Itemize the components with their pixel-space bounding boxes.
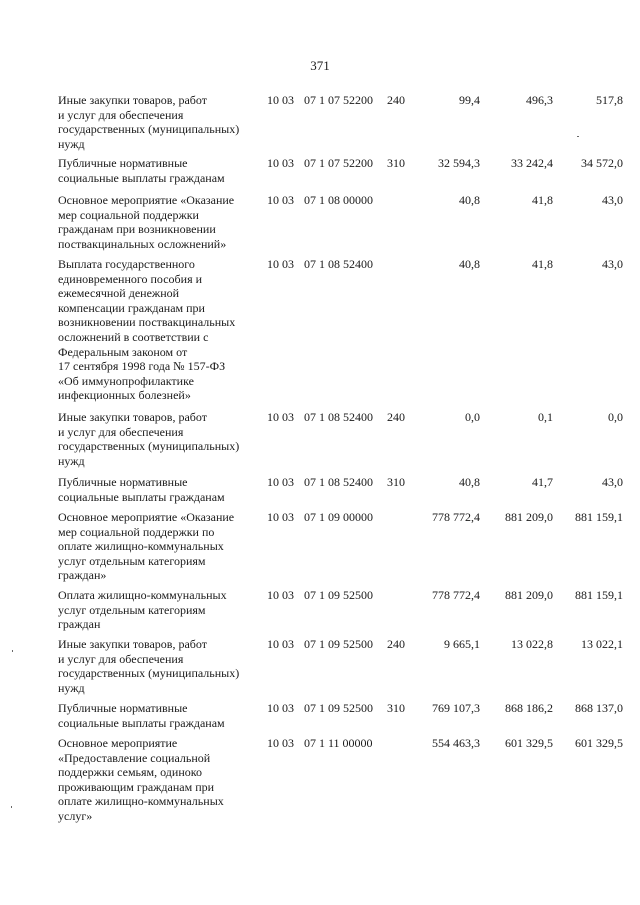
description-line: Публичные нормативные	[58, 701, 188, 715]
target-article-code: 07 1 08 52400	[304, 410, 373, 424]
amount-year-1: 99,4	[459, 93, 480, 107]
amount-year-3: 43,0	[602, 475, 623, 489]
description-line: поствакцинальных осложнений»	[58, 236, 227, 251]
amount-year-2: 881 209,0	[505, 510, 553, 524]
target-article-code: 07 1 11 00000	[304, 736, 373, 750]
amount-year-1: 32 594,3	[438, 156, 480, 170]
description-line: оплате жилищно-коммунальных	[58, 539, 224, 554]
amount-year-3: 13 022,1	[581, 637, 623, 651]
amount-year-2: 868 186,2	[505, 701, 553, 715]
section-code: 10 03	[267, 736, 294, 750]
description-line: проживающим гражданам при	[58, 779, 215, 794]
description-line: гражданам при возникновении	[58, 222, 216, 237]
amount-year-1: 9 665,1	[444, 637, 480, 651]
description-line: и услуг для обеспечения	[58, 651, 184, 666]
section-code: 10 03	[267, 637, 294, 651]
expense-type-code: 240	[387, 637, 405, 651]
amount-year-3: 43,0	[602, 193, 623, 207]
amount-year-2: 41,8	[532, 193, 553, 207]
section-code: 10 03	[267, 193, 294, 207]
description-line: государственных (муниципальных)	[58, 439, 240, 454]
amount-year-2: 41,7	[532, 475, 553, 489]
page-number: 371	[310, 58, 330, 73]
description-line: возникновении поствакцинальных	[58, 315, 236, 330]
amount-year-1: 0,0	[465, 410, 480, 424]
description-line: нужд	[58, 136, 85, 151]
description-line: Оплата жилищно-коммунальных	[58, 588, 227, 602]
row-description	[58, 475, 273, 504]
expense-type-code: 240	[387, 93, 405, 107]
description-line: Основное мероприятие «Оказание	[58, 510, 235, 524]
amount-year-2: 41,8	[532, 257, 553, 271]
description-line: Иные закупки товаров, работ	[58, 637, 207, 651]
amount-year-1: 778 772,4	[432, 588, 480, 602]
row-description	[58, 156, 273, 185]
section-code: 10 03	[267, 93, 294, 107]
row-description	[58, 93, 273, 151]
description-line: граждан»	[58, 568, 107, 583]
description-line: услуг отдельным категориям	[58, 553, 206, 568]
description-line: осложнений в соответствии с	[58, 329, 209, 344]
expense-type-code: 240	[387, 410, 405, 424]
scan-speck	[11, 806, 12, 808]
section-code: 10 03	[267, 410, 294, 424]
section-code: 10 03	[267, 701, 294, 715]
description-line: Публичные нормативные	[58, 156, 188, 170]
row-description	[58, 588, 273, 632]
description-line: мер социальной поддержки	[58, 207, 199, 222]
amount-year-3: 0,0	[608, 410, 623, 424]
target-article-code: 07 1 08 52400	[304, 475, 373, 489]
amount-year-2: 601 329,5	[505, 736, 553, 750]
row-description	[58, 257, 273, 403]
amount-year-3: 881 159,1	[575, 510, 623, 524]
row-description	[58, 637, 273, 695]
amount-year-3: 517,8	[596, 93, 623, 107]
description-line: социальные выплаты гражданам	[58, 170, 225, 185]
description-line: государственных (муниципальных)	[58, 666, 240, 681]
description-line: компенсации гражданам при	[58, 300, 205, 315]
amount-year-1: 40,8	[459, 475, 480, 489]
description-line: социальные выплаты гражданам	[58, 489, 225, 504]
amount-year-3: 43,0	[602, 257, 623, 271]
description-line: «Об иммунопрофилактике	[58, 373, 194, 388]
description-line: поддержки семьям, одиноко	[58, 765, 202, 780]
description-line: оплате жилищно-коммунальных	[58, 794, 224, 809]
section-code: 10 03	[267, 588, 294, 602]
amount-year-2: 33 242,4	[511, 156, 553, 170]
section-code: 10 03	[267, 156, 294, 170]
description-line: Иные закупки товаров, работ	[58, 93, 207, 107]
description-line: Публичные нормативные	[58, 475, 188, 489]
section-code: 10 03	[267, 475, 294, 489]
amount-year-2: 496,3	[526, 93, 553, 107]
description-line: Иные закупки товаров, работ	[58, 410, 207, 424]
row-description	[58, 701, 273, 730]
amount-year-3: 34 572,0	[581, 156, 623, 170]
amount-year-3: 881 159,1	[575, 588, 623, 602]
amount-year-2: 881 209,0	[505, 588, 553, 602]
description-line: единовременного пособия и	[58, 271, 203, 286]
scan-speck	[577, 136, 579, 137]
description-line: 17 сентября 1998 года № 157-ФЗ	[58, 359, 226, 374]
target-article-code: 07 1 08 00000	[304, 193, 373, 207]
description-line: Федеральным законом от	[58, 344, 188, 359]
description-line: Основное мероприятие «Оказание	[58, 193, 235, 207]
target-article-code: 07 1 07 52200	[304, 93, 373, 107]
target-article-code: 07 1 09 52500	[304, 588, 373, 602]
amount-year-3: 868 137,0	[575, 701, 623, 715]
description-line: и услуг для обеспечения	[58, 107, 184, 122]
expense-type-code: 310	[387, 475, 405, 489]
expense-type-code: 310	[387, 701, 405, 715]
scan-speck	[12, 650, 13, 652]
amount-year-1: 769 107,3	[432, 701, 480, 715]
row-description	[58, 410, 273, 468]
description-line: граждан	[58, 617, 101, 632]
section-code: 10 03	[267, 510, 294, 524]
target-article-code: 07 1 09 00000	[304, 510, 373, 524]
target-article-code: 07 1 07 52200	[304, 156, 373, 170]
amount-year-1: 40,8	[459, 193, 480, 207]
description-line: ежемесячной денежной	[58, 286, 180, 301]
description-line: Выплата государственного	[58, 257, 195, 271]
amount-year-3: 601 329,5	[575, 736, 623, 750]
section-code: 10 03	[267, 257, 294, 271]
description-line: услуг»	[58, 808, 93, 823]
target-article-code: 07 1 09 52500	[304, 701, 373, 715]
description-line: Основное мероприятие	[58, 736, 178, 750]
row-description	[58, 193, 273, 251]
description-line: инфекционных болезней»	[58, 388, 191, 403]
description-line: услуг отдельным категориям	[58, 602, 206, 617]
row-description	[58, 736, 273, 824]
description-line: государственных (муниципальных)	[58, 122, 240, 137]
description-line: нужд	[58, 453, 85, 468]
target-article-code: 07 1 09 52500	[304, 637, 373, 651]
row-description	[58, 510, 273, 583]
description-line: нужд	[58, 680, 85, 695]
amount-year-1: 554 463,3	[432, 736, 480, 750]
amount-year-2: 0,1	[538, 410, 553, 424]
target-article-code: 07 1 08 52400	[304, 257, 373, 271]
expense-type-code: 310	[387, 156, 405, 170]
description-line: «Предоставление социальной	[58, 750, 211, 765]
description-line: социальные выплаты гражданам	[58, 715, 225, 730]
description-line: и услуг для обеспечения	[58, 424, 184, 439]
amount-year-2: 13 022,8	[511, 637, 553, 651]
amount-year-1: 40,8	[459, 257, 480, 271]
amount-year-1: 778 772,4	[432, 510, 480, 524]
description-line: мер социальной поддержки по	[58, 524, 215, 539]
